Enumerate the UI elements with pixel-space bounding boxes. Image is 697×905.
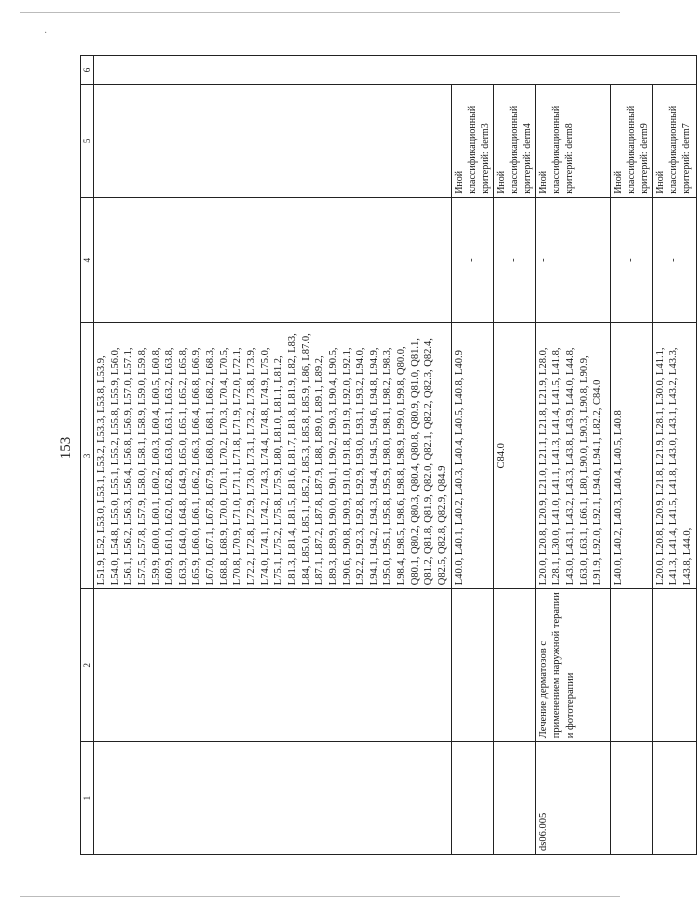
table-row <box>610 56 652 855</box>
cell-code: ds06.005 <box>535 742 610 855</box>
header-cell: 4 <box>81 197 94 323</box>
cell-icd: L51.9, L52, L53.0, L53.1, L53.2, L53.3, L53.8, L53.9, L54.0, L54.8, L55.0, L55.1, L55.2, L55.8, L55.9, L56.0, L56.1, L56.2, L56.3, L56.4, L56.8, L56.9, L57.0, L57.1, L57.5, L57.8, L57.9, L58.0, L58.1, L58.9, L59.0, L59.8, L59.9, L60.0, L60.1, L60.2, L60.3, L60.4, L60.5, L60.8, L60.9, L61.0, L62.0, L62.8, L63.0, L63.1, L63.2, L63.8, L63.9, L64.0, L64.8, L64.9, L65.0, L65.1, L65.2, L65.8, L65.9, L66.0, L66.1, L66.2, L66.3, L66.4, L66.8, L66.9, L67.0, L67.1, L67.8, L67.9, L68.0, L68.1, L68.2, L68.3, L68.8, L68.9, L70.0, L70.1, L70.2, L70.3, L70.4, L70.5, L70.8, L70.9, L71.0, L71.1, L71.8, L71.9, L72.0, L72.1, L72.2, L72.8, L72.9, L73.0, L73.1, L73.2, L73.8, L73.9, L74.0, L74.1, L74.2, L74.3, L74.4, L74.8, L74.9, L75.0, L75.1, L75.2, L75.8, L75.9, L80, L81.0, L81.1, L81.2, L81.3, L81.4, L81.5, L81.6, L81.7, L81.8, L81.9, L82, L83, L84, L85.0, L85.1, L85.2, L85.3, L85.8, L85.9, L86, L87.0, L87.1, L87.2, L87.8, L87.9, L88, L89.0, L89.1, L89.2, L89.3, L89.9, L90.0, L90.1, L90.2, L90.3, L90.4, L90.5, L90.6, L90.8, L90.9, L91.0, L91.8, L91.9, L92.0, L92.1, L92.2, L92.3, L92.8, L92.9, L93.0, L93.1, L93.2, L94.0, L94.1, L94.2, L94.3, L94.4, L94.5, L94.6, L94.8, L94.9, L95.0, L95.1, L95.8, L95.9, L98.0, L98.1, L98.2, L98.3, L98.4, L98.5, L98.6, L98.8, L98.9, L99.0, L99.8, Q80.0, Q80.1, Q80.2, Q80.3, Q80.4, Q80.8, Q80.9, Q81.0, Q81.1, Q81.2, Q81.8, Q81.9, Q82.0, Q82.1, Q82.2, Q82.3, Q82.4, Q82.5, Q82.8, Q82.9, Q84.9 <box>94 323 452 589</box>
cell-col4: - <box>652 197 696 323</box>
page-number: 153 <box>58 436 74 460</box>
cell-code <box>493 742 535 855</box>
table-row <box>535 56 610 855</box>
cell-name <box>652 589 696 742</box>
header-cell: 1 <box>81 742 94 855</box>
cell-col4: - <box>493 197 535 323</box>
cell-coef <box>94 56 697 85</box>
cell-code <box>652 742 696 855</box>
cell-code <box>94 742 452 855</box>
header-cell: 5 <box>81 85 94 198</box>
cell-col4: - <box>451 197 493 323</box>
cell-col4: - <box>535 197 610 323</box>
cell-name <box>610 589 652 742</box>
table-row <box>493 56 535 855</box>
cell-icd: L40.0, L40.2, L40.3, L40.4, L40.5, L40.8 <box>610 323 652 589</box>
cell-criterion: Иной классификационный критерий: derm4 <box>493 85 535 198</box>
cell-criterion: Иной классификационный критерий: derm9 <box>610 85 652 198</box>
cell-code <box>451 742 493 855</box>
cell-name <box>94 589 452 742</box>
scan-speck: · <box>44 28 48 39</box>
scan-edge-bottom <box>20 896 620 897</box>
cell-icd: L40.0, L40.1, L40.2, L40.3, L40.4, L40.5, L40.8, L40.9 <box>451 323 493 589</box>
cell-name: Лечение дерматозов с применением наружной терапии и фототерапии <box>535 589 610 742</box>
cell-criterion: Иной классификационный критерий: derm3 <box>451 85 493 198</box>
table-row <box>652 56 696 855</box>
cell-icd: C84.0 <box>493 323 535 589</box>
header-row <box>81 56 94 855</box>
table-row <box>94 56 452 855</box>
cell-criterion: Иной классификационный критерий: derm7 <box>652 85 696 198</box>
cell-criterion: Иной классификационный критерий: derm8 <box>535 85 610 198</box>
cell-name <box>493 589 535 742</box>
cell-criterion <box>94 85 452 198</box>
header-cell: 3 <box>81 323 94 589</box>
tariff-table <box>80 55 697 855</box>
cell-icd: L20.0, L20.8, L20.9, L21.0, L21.1, L21.8, L21.9, L28.0, L28.1, L30.0, L41.0, L41.1, L41.3, L41.4, L41.5, L41.8, L43.0, L43.1, L43.2, L43.3, L43.8, L43.9, L44.0, L44.8, L63.0, L63.1, L66.1, L80, L90.0, L90.3, L90.8, L90.9, L91.9, L92.0, L92.1, L94.0, L94.1, L82.2, C84.0 <box>535 323 610 589</box>
table-row <box>451 56 493 855</box>
header-cell: 2 <box>81 589 94 742</box>
cell-icd: L20.0, L20.8, L20.9, L21.8, L21.9, L28.1, L30.0, L41.1, L41.3, L41.4, L41.5, L41.8, L43.0, L43.1, L43.2, L43.3, L43.8, L44.0, <box>652 323 696 589</box>
cell-name <box>451 589 493 742</box>
scan-edge-top <box>20 12 620 13</box>
cell-col4 <box>94 197 452 323</box>
cell-col4: - <box>610 197 652 323</box>
cell-code <box>610 742 652 855</box>
rotated-table-wrapper <box>80 55 693 855</box>
header-cell: 6 <box>81 56 94 85</box>
